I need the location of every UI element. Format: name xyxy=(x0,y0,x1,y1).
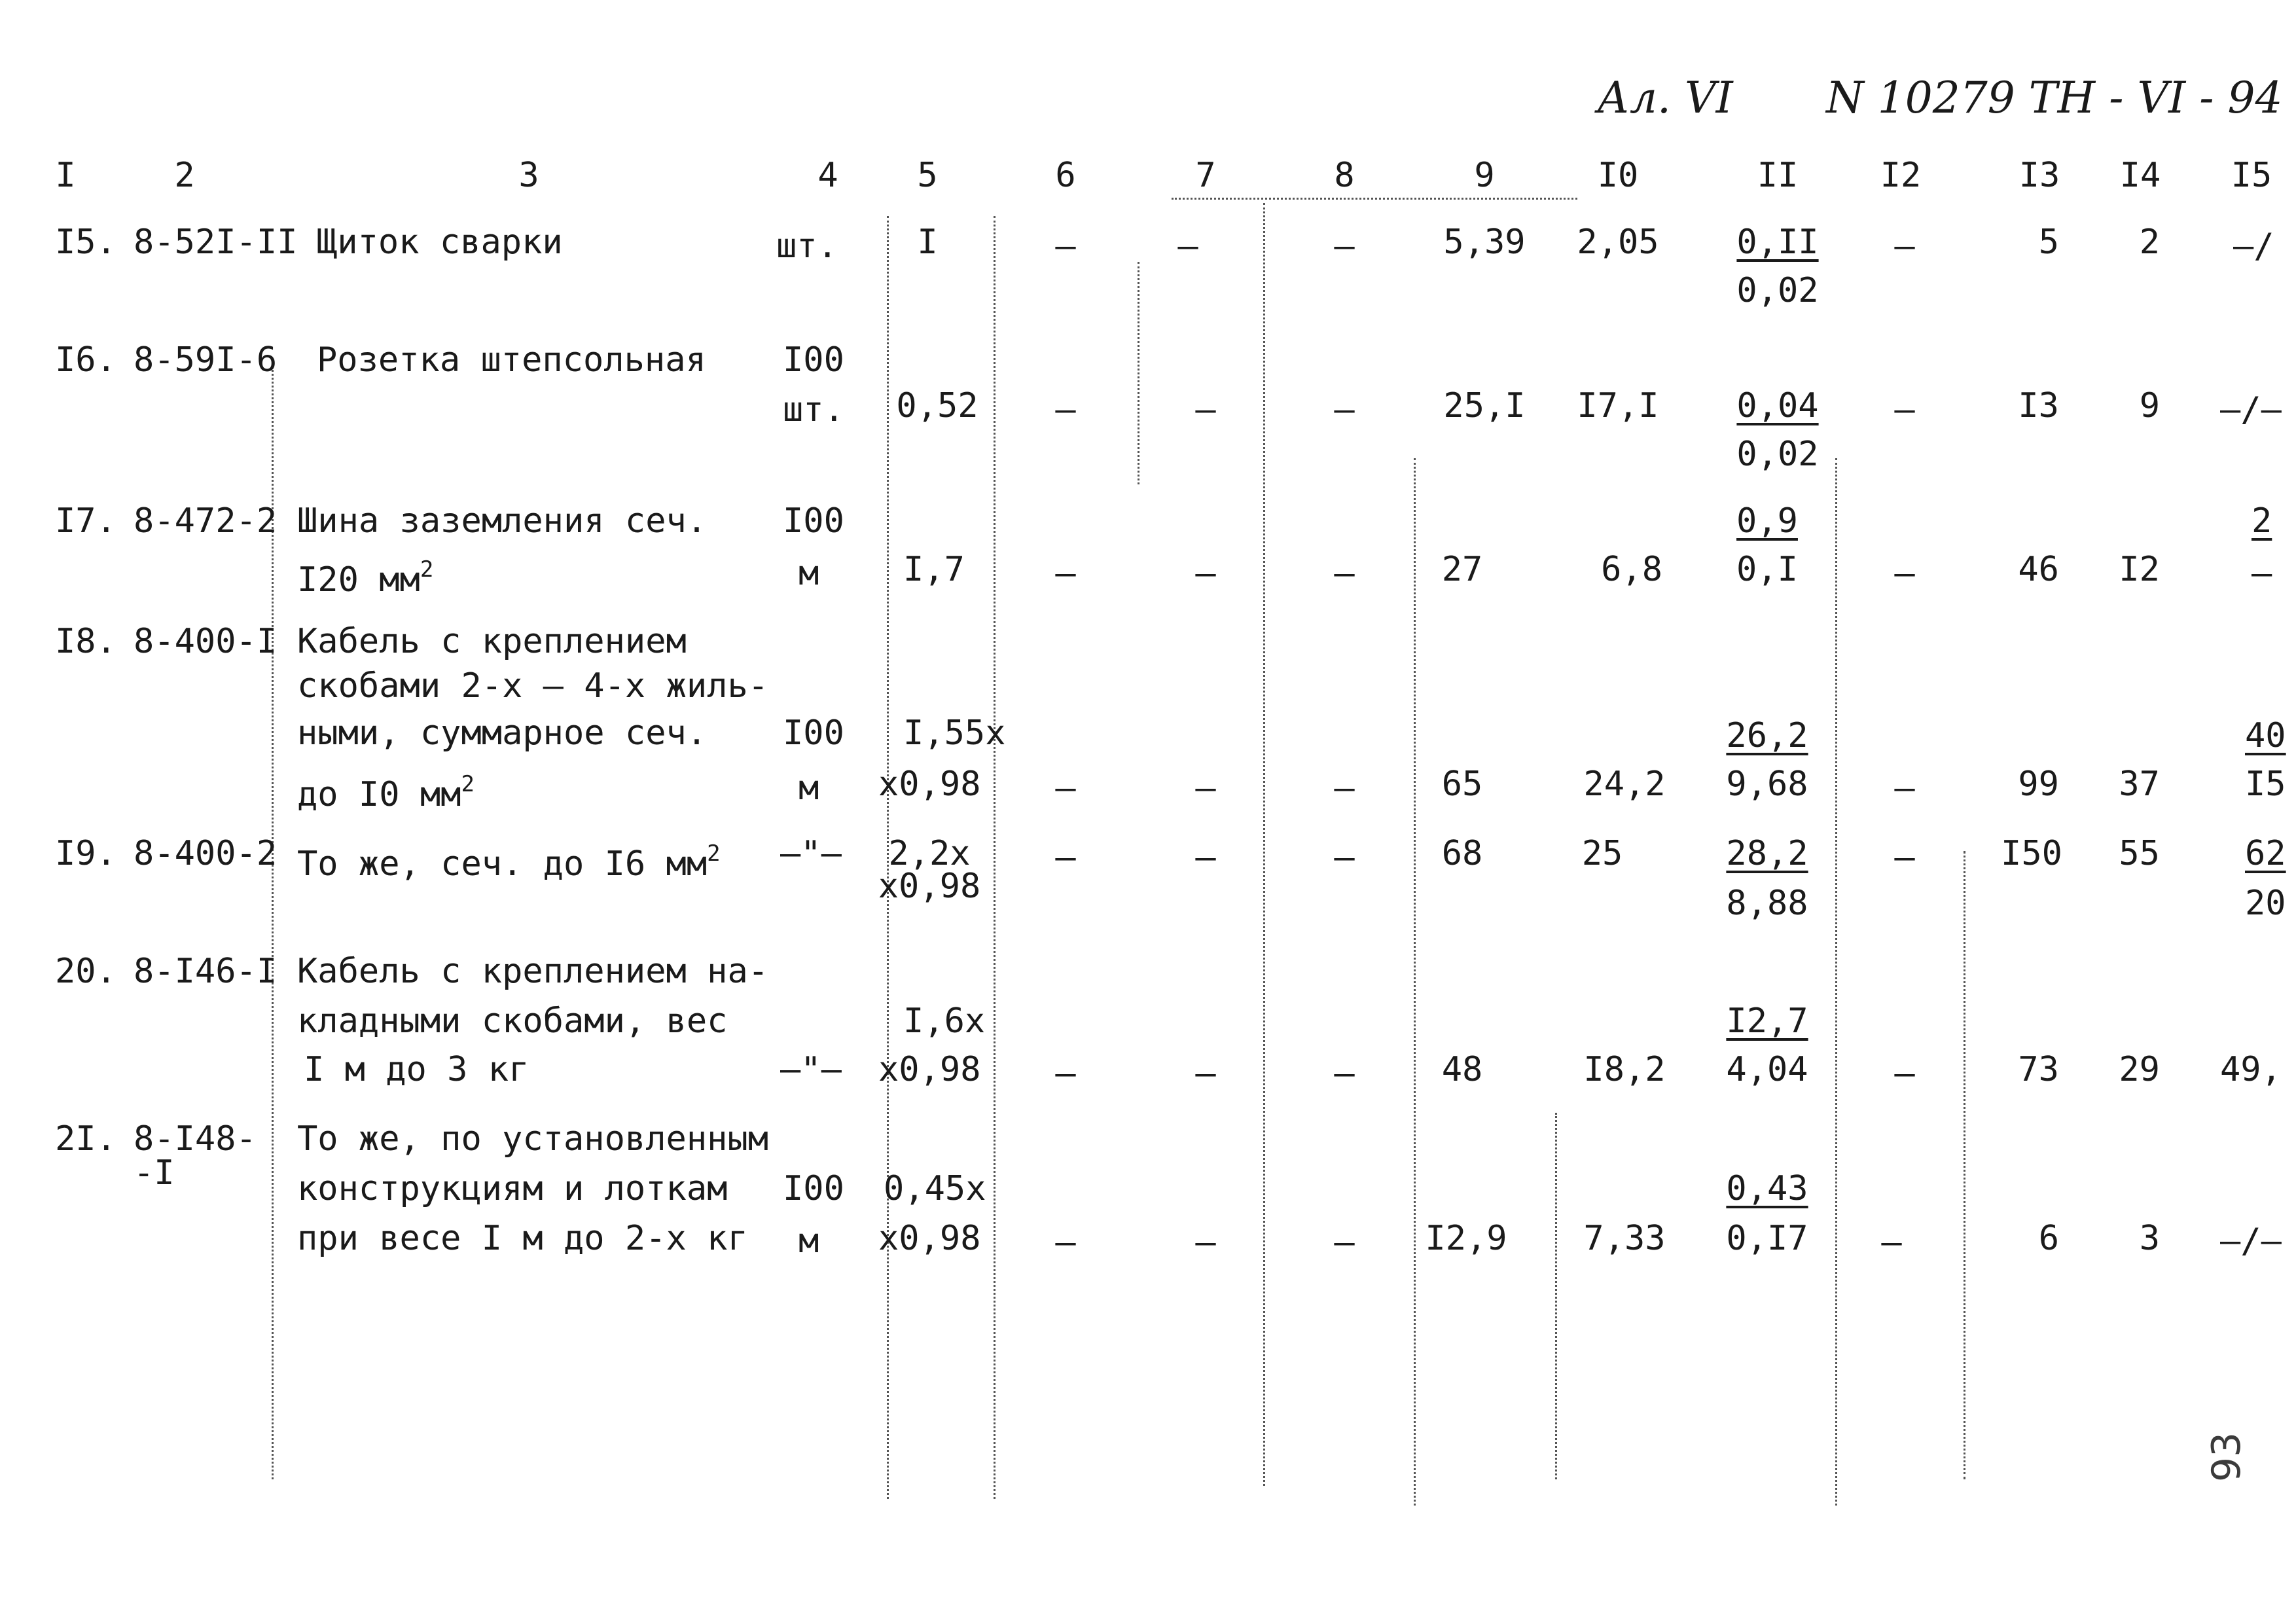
row-col7: – xyxy=(1195,554,1216,593)
row-col8: – xyxy=(1334,768,1355,808)
row-description: То же, сеч. до I6 $мм^2$ xyxy=(297,840,721,884)
row-col8: – xyxy=(1334,1054,1355,1093)
row-number: I8. xyxy=(55,622,117,661)
row-quantity: 0,45х xyxy=(884,1169,986,1208)
row-description: скобами 2-х – 4-х жиль- xyxy=(297,666,769,706)
row-col15-bottom: – xyxy=(2251,554,2272,593)
column-separator xyxy=(1263,203,1265,1486)
row-col15-bottom: –/ xyxy=(2233,226,2274,266)
row-col8: – xyxy=(1334,226,1355,266)
row-col11-top: I2,7 xyxy=(1726,1001,1808,1041)
document-number: N 10279 ТН - VI - 94 xyxy=(1826,73,2283,123)
row-description: I м до 3 кг xyxy=(304,1050,529,1089)
row-unit: I00 xyxy=(783,713,844,753)
row-quantity: х0,98 xyxy=(878,1050,981,1089)
sheet-label: Ал. VI xyxy=(1597,73,1733,123)
row-description: То же, по установленным xyxy=(297,1119,769,1159)
row-col15-bottom: 20 xyxy=(2245,884,2286,923)
row-description: при весе I м до 2-х кг xyxy=(297,1219,748,1258)
row-code: -I xyxy=(134,1153,175,1193)
row-col11-bottom: 0,02 xyxy=(1736,271,1819,310)
row-quantity: х0,98 xyxy=(878,765,981,804)
row-col11-bottom: 0,02 xyxy=(1736,435,1819,474)
col-num-14: I4 xyxy=(2119,156,2161,195)
row-unit: м xyxy=(798,1221,819,1261)
row-col7: – xyxy=(1177,226,1198,266)
row-quantity: 2,2х xyxy=(888,834,971,873)
row-col15-bottom: –/– xyxy=(2220,390,2282,429)
row-col7: – xyxy=(1195,1223,1216,1262)
row-col12: – xyxy=(1894,838,1915,877)
row-unit: I00 xyxy=(783,1169,844,1208)
row-col15-top: 40 xyxy=(2245,716,2286,755)
row-col9: 65 xyxy=(1441,765,1483,804)
row-col10: I7,I xyxy=(1577,386,1659,425)
row-code: 8-400-I xyxy=(134,622,278,661)
row-col10: 24,2 xyxy=(1583,765,1666,804)
row-col10: 6,8 xyxy=(1601,550,1662,589)
row-quantity: I xyxy=(917,223,938,262)
column-separator xyxy=(1555,1113,1557,1479)
row-col8: – xyxy=(1334,390,1355,429)
row-col14: 55 xyxy=(2119,834,2160,873)
row-col9: 25,I xyxy=(1443,386,1526,425)
row-col6: – xyxy=(1055,1054,1076,1093)
row-col11-top: 26,2 xyxy=(1726,716,1808,755)
col-num-12: I2 xyxy=(1880,156,1922,195)
row-quantity: х0,98 xyxy=(878,1219,981,1258)
col-num-1: I xyxy=(55,156,76,195)
row-unit: шт. xyxy=(776,226,838,266)
row-col6: – xyxy=(1055,1223,1076,1262)
page-stamp: 93 xyxy=(2204,1432,2250,1483)
row-col13: 6 xyxy=(2038,1219,2059,1258)
row-unit: –"– xyxy=(780,1050,842,1089)
row-col11-bottom: 0,I xyxy=(1736,550,1798,589)
row-col14: 37 xyxy=(2119,765,2160,804)
row-description: Кабель с креплением xyxy=(297,622,687,661)
row-col8: – xyxy=(1334,838,1355,877)
row-col10: 2,05 xyxy=(1577,223,1659,262)
col-num-11: II xyxy=(1757,156,1799,195)
row-unit: м xyxy=(798,768,819,808)
row-description: до I0 $мм^2$ xyxy=(297,771,475,814)
row-unit: –"– xyxy=(780,834,842,873)
column-separator xyxy=(1964,851,1965,1479)
row-col15-top: 2 xyxy=(2251,501,2272,541)
row-col7: – xyxy=(1195,1054,1216,1093)
row-col12: – xyxy=(1894,554,1915,593)
row-number: 20. xyxy=(55,952,117,991)
row-col13: 46 xyxy=(2018,550,2059,589)
row-code: 8-I48- xyxy=(134,1119,257,1159)
column-separator xyxy=(1414,458,1416,1506)
row-col11-bottom: 9,68 xyxy=(1726,765,1808,804)
row-col6: – xyxy=(1055,226,1076,266)
col-num-6: 6 xyxy=(1055,156,1076,195)
row-description: Кабель с креплением на- xyxy=(297,952,769,991)
row-quantity: х0,98 xyxy=(878,867,981,906)
row-col10: 7,33 xyxy=(1583,1219,1666,1258)
row-quantity: I,7 xyxy=(903,550,965,589)
row-unit: шт. xyxy=(783,390,844,429)
row-col11-bottom: 0,I7 xyxy=(1726,1219,1808,1258)
row-col11-bottom: 4,04 xyxy=(1726,1050,1808,1089)
row-col7: – xyxy=(1195,768,1216,808)
row-unit: I00 xyxy=(783,501,844,541)
row-col12: – xyxy=(1894,1054,1915,1093)
col-num-4: 4 xyxy=(817,156,838,195)
row-description: ными, суммарное сеч. xyxy=(297,713,708,753)
row-col11-top: 28,2 xyxy=(1726,834,1808,873)
row-col14: 3 xyxy=(2139,1219,2160,1258)
row-col9: I2,9 xyxy=(1425,1219,1507,1258)
row-col14: 9 xyxy=(2139,386,2160,425)
row-code: 8-I46-I xyxy=(134,952,278,991)
col-num-13: I3 xyxy=(2018,156,2060,195)
row-number: I5. xyxy=(55,223,117,262)
row-description: Щиток сварки xyxy=(317,223,563,262)
row-number: I9. xyxy=(55,834,117,873)
row-col11-top: 0,II xyxy=(1736,223,1819,262)
row-unit: I00 xyxy=(783,340,844,380)
row-col12: – xyxy=(1894,226,1915,266)
row-col7: – xyxy=(1195,390,1216,429)
col-num-3: 3 xyxy=(518,156,539,195)
row-col9: 68 xyxy=(1441,834,1483,873)
row-col13: I50 xyxy=(2001,834,2062,873)
col-num-2: 2 xyxy=(174,156,195,195)
row-col6: – xyxy=(1055,554,1076,593)
row-col8: – xyxy=(1334,1223,1355,1262)
row-col15-bottom: –/– xyxy=(2220,1221,2282,1261)
row-code: 8-400-2 xyxy=(134,834,278,873)
row-col11-top: 0,04 xyxy=(1736,386,1819,425)
row-code: 8-472-2 xyxy=(134,501,278,541)
row-col11-top: 0,9 xyxy=(1736,501,1798,541)
column-separator xyxy=(1835,458,1837,1506)
row-col15-bottom: I5 xyxy=(2245,765,2286,804)
column-separator xyxy=(1138,262,1139,484)
row-col13: 73 xyxy=(2018,1050,2059,1089)
row-col12: – xyxy=(1894,768,1915,808)
col-num-7: 7 xyxy=(1195,156,1216,195)
row-description: кладными скобами, вес xyxy=(297,1001,728,1041)
row-col14: 2 xyxy=(2139,223,2160,262)
row-col14: 29 xyxy=(2119,1050,2160,1089)
row-col6: – xyxy=(1055,768,1076,808)
row-quantity: 0,52 xyxy=(896,386,978,425)
row-description: Шина заземления сеч. xyxy=(297,501,708,541)
col-num-5: 5 xyxy=(917,156,938,195)
row-col12: – xyxy=(1881,1223,1902,1262)
row-col9: 48 xyxy=(1441,1050,1483,1089)
row-code: 8-52I-II xyxy=(134,223,298,262)
row-number: I7. xyxy=(55,501,117,541)
col-num-15: I5 xyxy=(2231,156,2272,195)
row-description: Розетка штепсольная xyxy=(317,340,706,380)
row-number: I6. xyxy=(55,340,117,380)
row-col8: – xyxy=(1334,554,1355,593)
row-col7: – xyxy=(1195,838,1216,877)
row-quantity: I,55х xyxy=(903,713,1006,753)
row-col10: 25 xyxy=(1581,834,1623,873)
row-col9: 27 xyxy=(1441,550,1483,589)
col-num-9: 9 xyxy=(1474,156,1495,195)
row-unit: м xyxy=(798,554,819,593)
row-col13: 5 xyxy=(2038,223,2059,262)
row-col9: 5,39 xyxy=(1443,223,1526,262)
row-quantity: I,6х xyxy=(903,1001,986,1041)
row-col15-bottom: 49, xyxy=(2220,1050,2282,1089)
col-num-10: I0 xyxy=(1597,156,1639,195)
row-description: I20 $мм^2$ xyxy=(297,556,434,600)
row-col10: I8,2 xyxy=(1583,1050,1666,1089)
row-code: 8-59I-6 xyxy=(134,340,278,380)
row-col13: I3 xyxy=(2018,386,2059,425)
row-col6: – xyxy=(1055,838,1076,877)
row-col14: I2 xyxy=(2119,550,2160,589)
row-number: 2I. xyxy=(55,1119,117,1159)
header-rule xyxy=(1172,198,1577,200)
column-separator xyxy=(994,216,996,1499)
row-col6: – xyxy=(1055,390,1076,429)
row-col11-bottom: 8,88 xyxy=(1726,884,1808,923)
row-col15-top: 62 xyxy=(2245,834,2286,873)
row-col12: – xyxy=(1894,390,1915,429)
row-col13: 99 xyxy=(2018,765,2059,804)
col-num-8: 8 xyxy=(1334,156,1355,195)
row-col11-top: 0,43 xyxy=(1726,1169,1808,1208)
row-description: конструкциям и лоткам xyxy=(297,1169,728,1208)
